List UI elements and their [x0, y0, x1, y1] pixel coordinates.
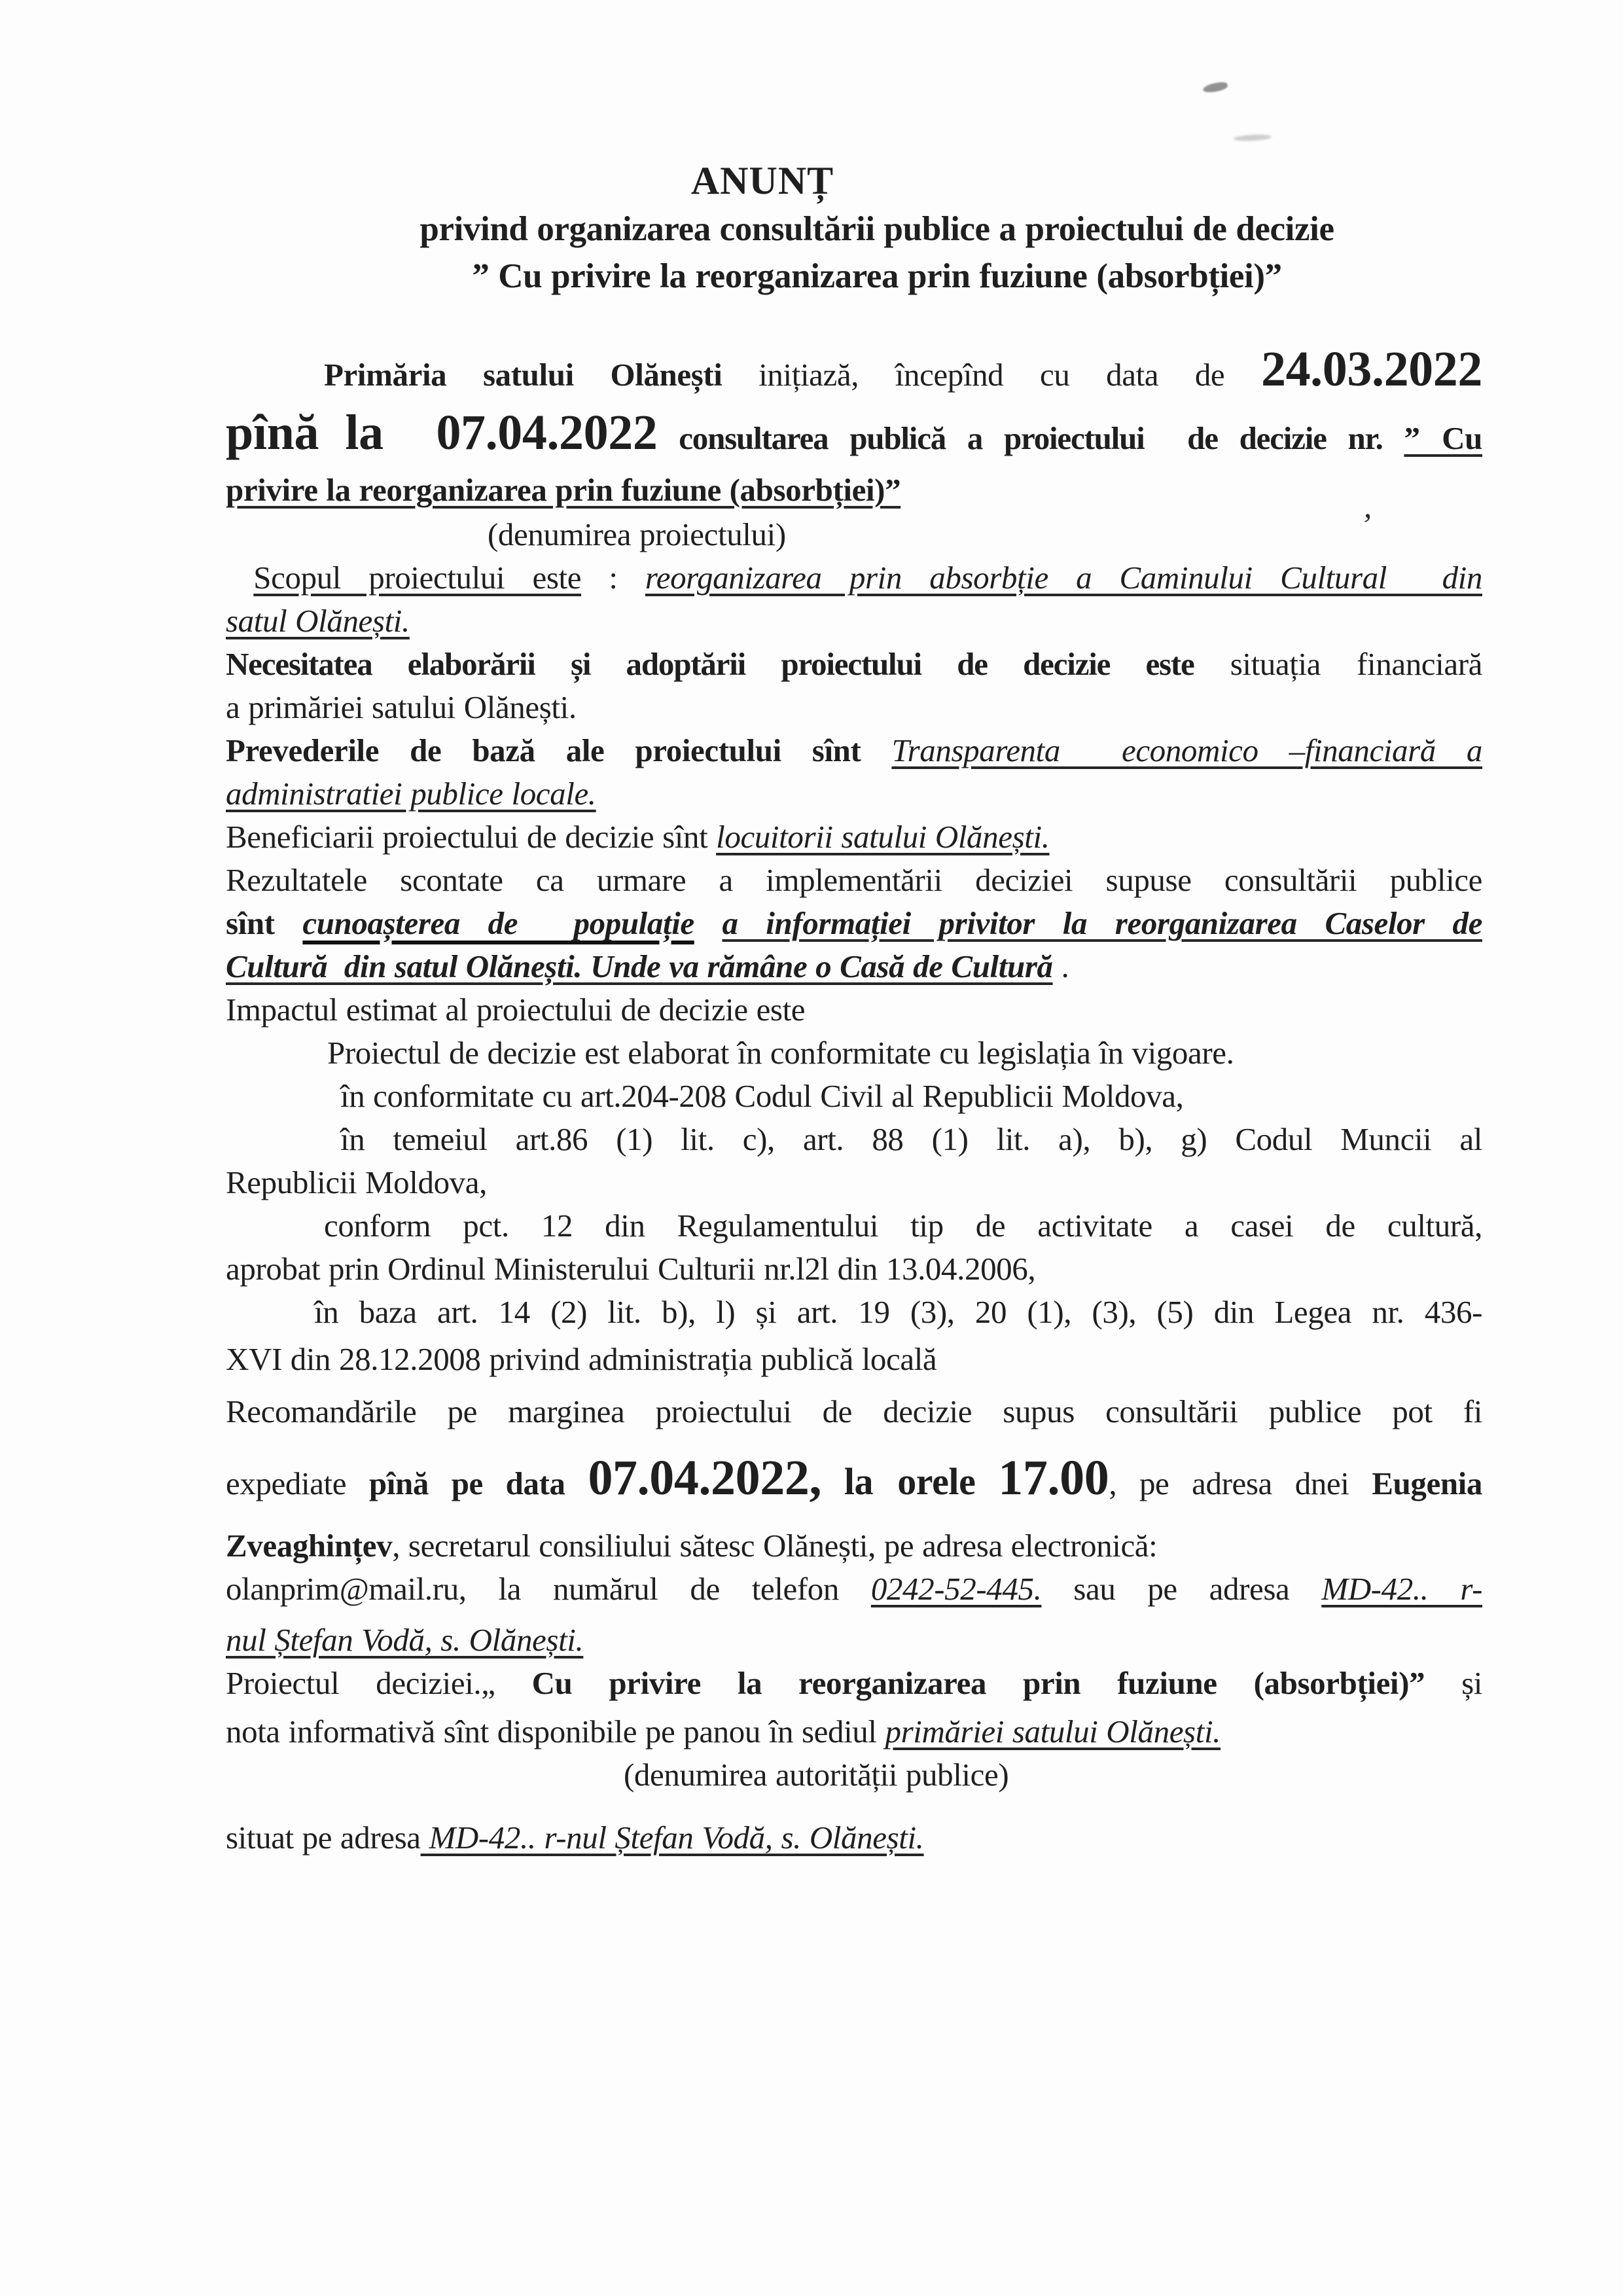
doc-line: [226, 945, 1482, 988]
text-run: , pe adresa dnei: [1109, 1465, 1372, 1501]
text-run: [976, 1465, 999, 1501]
email-address: olanprim@mail.ru, la numărul de telefon: [226, 1571, 871, 1607]
text-run: a primăriei satului Olănești.: [226, 689, 577, 725]
text-run: situația financiară: [1194, 646, 1482, 682]
legal-reference: în baza art. 14 (2) lit. b), l) și art. 19 (3), 20 (1), (3), (5) din Legea nr. 436-: [314, 1294, 1482, 1330]
doc-line: [226, 600, 1482, 643]
doc-line: [226, 1161, 1482, 1204]
text-run: Proiectul de decizie est elaborat în conformitate cu legislația în vigoare.: [327, 1035, 1234, 1071]
doc-line: [226, 340, 1482, 404]
text-run: consultarea publică a proiectului de decizie nr.: [657, 420, 1404, 456]
scan-smudge: [1234, 134, 1272, 141]
doc-line: [226, 902, 1482, 945]
doc-line: [226, 467, 1482, 513]
postal-address: MD-42.. r-: [1321, 1571, 1482, 1607]
text-run: , secretarul consiliului sătesc Olănești, pe adresa electronică:: [392, 1528, 1158, 1564]
text-run: a informației privitor la reorganizarea Caselor de: [722, 905, 1482, 941]
text-run: sînt: [226, 905, 303, 941]
text-run: [226, 560, 253, 596]
decision-title: Cu privire la reorganizarea prin fuziune (absorbției)”: [531, 1665, 1425, 1701]
doc-line: [226, 772, 1482, 816]
text-run: administratiei publice locale.: [226, 776, 596, 812]
doc-line: [226, 1390, 1482, 1433]
doc-line: [226, 1204, 1482, 1247]
text-run: nota informativă sînt disponibile pe panou în sediul: [226, 1713, 885, 1749]
text-run: Scopul proiectului este: [253, 560, 582, 596]
project-purpose: reorganizarea prin absorbție a Caminului Cultural din: [645, 560, 1482, 596]
postal-address: MD-42.. r-nul Ștefan Vodă, s. Olănești.: [420, 1820, 924, 1856]
document-body: [226, 156, 1482, 1859]
text-run: Beneficiarii proiectului de decizie sînt: [226, 819, 717, 855]
doc-line: [226, 1753, 1482, 1797]
text-run: Cultură din satul Olănești. Unde va rămâne o Casă de Cultură: [226, 948, 1053, 984]
scan-smudge: [1202, 81, 1228, 94]
start-date: 24.03.2022: [1260, 342, 1482, 397]
text-run: Republicii Moldova,: [226, 1164, 487, 1200]
doc-line: [226, 1568, 1482, 1611]
doc-line: [226, 1291, 1482, 1334]
text-run: :: [581, 560, 645, 596]
text-run: aprobat prin Ordinul Ministerului Culturii nr.l2l din 13.04.2006,: [226, 1251, 1036, 1287]
doc-line: [226, 1662, 1482, 1705]
text-run: Prevederile de bază ale proiectului sînt: [226, 732, 892, 768]
beneficiaries: locuitorii satului Olănești.: [716, 819, 1050, 855]
text-run: Transparenta economico –financiară a: [891, 732, 1482, 768]
doc-line: [226, 729, 1482, 772]
doc-line: [226, 513, 1482, 556]
phone-number: 0242-52-445.: [870, 1571, 1042, 1607]
end-date: pînă la 07.04.2022: [226, 405, 658, 460]
doc-line: [226, 686, 1482, 729]
text-run: inițiază, începînd cu data de: [722, 357, 1261, 393]
text-run: Necesitatea elaborării și adoptării proiectului de decizie este: [226, 646, 1194, 682]
text-run: sau pe adresa: [1041, 1571, 1322, 1607]
text-run: situat pe adresa: [226, 1820, 421, 1856]
text-run: Impactul estimat al proiectului de decizie este: [226, 992, 806, 1028]
authority-name: primăriei satului Olănești.: [885, 1713, 1221, 1749]
doc-line: [226, 816, 1482, 859]
doc-line: [226, 1338, 1482, 1381]
contact-last-name: Zveaghințev: [226, 1528, 393, 1564]
text-run: Recomandările pe marginea proiectului de decizie supus consultării publice pot fi: [226, 1393, 1482, 1429]
doc-line: [226, 643, 1482, 686]
deadline-time: 17.00: [998, 1450, 1109, 1505]
text-run: .: [1052, 948, 1069, 984]
text-run: (denumirea autorității publice): [624, 1757, 1009, 1793]
text-run: [821, 1465, 844, 1501]
page-title: ANUNȚ: [690, 159, 834, 202]
legal-reference: în temeiul art.86 (1) lit. c), art. 88 (1) lit. a), b), g) Codul Muncii al: [340, 1121, 1482, 1157]
text-run: satul Olănești.: [226, 603, 410, 639]
title-line: ” Cu privire la reorganizarea prin fuziune (absorbției)”: [472, 257, 1282, 295]
doc-line: [226, 1619, 1482, 1662]
text-run: Rezultatele scontate ca urmare a implementării deciziei supuse consultării publice: [226, 862, 1482, 898]
doc-line: [226, 1075, 1482, 1118]
doc-line: [226, 859, 1482, 902]
deadline-date: 07.04.2022,: [588, 1450, 822, 1505]
doc-line: [226, 1118, 1482, 1161]
doc-line: [226, 1710, 1482, 1753]
doc-line: [226, 404, 1482, 467]
doc-line: [226, 1446, 1482, 1515]
text-run: (denumirea proiectului): [488, 516, 786, 552]
text-run: Proiectul deciziei.„: [226, 1665, 532, 1701]
text-run: XVI din 28.12.2008 privind administrația publică locală: [226, 1341, 937, 1377]
doc-line: [226, 556, 1482, 600]
text-run: la orele: [844, 1460, 976, 1503]
contact-first-name: Eugenia: [1372, 1465, 1482, 1501]
doc-line: [226, 1816, 1482, 1859]
postal-address: nul Ștefan Vodă, s. Olănești.: [226, 1622, 584, 1658]
title-line: privind organizarea consultării publice a proiectului de decizie: [419, 210, 1334, 248]
scan-stray-apostrophe: ’: [1360, 506, 1371, 543]
legal-reference: în conformitate cu art.204-208 Codul Civil al Republicii Moldova,: [340, 1078, 1184, 1114]
text-run: ” Cu: [1404, 420, 1482, 456]
text-run: pînă pe data: [368, 1465, 588, 1501]
text-run: Primăria satului Olănești: [324, 357, 722, 393]
doc-line: [226, 1524, 1482, 1568]
text-run: și: [1425, 1665, 1483, 1701]
doc-line: [226, 988, 1482, 1031]
text-run: [694, 905, 722, 941]
text-run: expediate: [226, 1465, 369, 1501]
doc-line: [226, 1031, 1482, 1075]
legal-reference: conform pct. 12 din Regulamentului tip de activitate a casei de cultură,: [324, 1208, 1482, 1244]
document-title-block: [226, 156, 1482, 300]
text-run: cunoașterea de populație: [302, 905, 694, 941]
project-name: privire la reorganizarea prin fuziune (absorbției)”: [226, 472, 901, 508]
doc-line: [226, 1247, 1482, 1291]
